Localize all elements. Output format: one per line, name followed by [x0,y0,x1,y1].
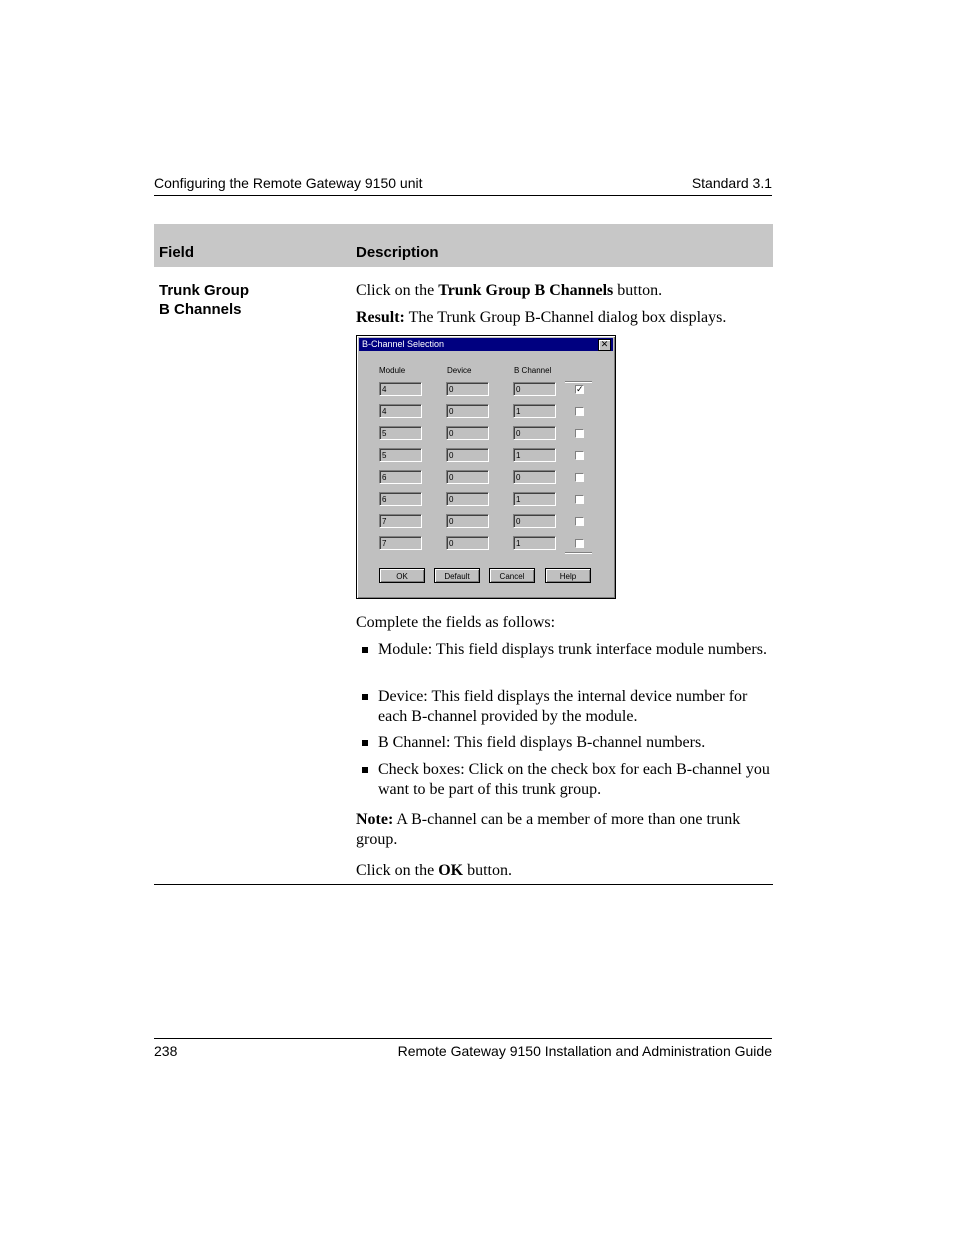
field-name-line1: Trunk Group [159,282,249,299]
running-footer [154,1038,772,1061]
bullet-device: Device: This field displays the internal device number for each B-channel provided by the module. [378,687,772,727]
bchannel-checkbox[interactable] [575,495,584,504]
bchannel-field[interactable]: 0 [513,426,556,440]
header-version: Standard 3.1 [691,175,772,191]
module-field[interactable]: 7 [379,514,422,528]
footer-title: Remote Gateway 9150 Installation and Administration Guide [397,1043,772,1059]
b-channel-selection-dialog [356,335,616,599]
default-button[interactable]: Default [434,568,480,583]
check-column-top-separator [565,381,592,383]
bullet-module: Module: This field displays trunk interface module numbers. [378,640,772,660]
result-paragraph [356,308,772,328]
field-name [159,281,249,319]
module-field[interactable]: 6 [379,470,422,484]
module-field[interactable]: 5 [379,426,422,440]
bullet-checkboxes: Check boxes: Click on the check box for each B-channel you want to be part of this trunk group. [378,760,772,800]
page-number: 238 [154,1043,178,1059]
module-field[interactable]: 7 [379,536,422,550]
bchannel-checkbox[interactable] [575,539,584,548]
running-header [154,175,772,196]
bchannel-field[interactable]: 1 [513,492,556,506]
field-name-line2: B Channels [159,301,242,318]
result-text: The Trunk Group B-Channel dialog box displays. [404,309,727,326]
ok-button[interactable]: OK [379,568,425,583]
bchannel-field[interactable]: 1 [513,448,556,462]
note-text: A B-channel can be a member of more than one trunk group. [356,811,741,848]
ok-pre: Click on the [356,862,439,879]
bchannel-field[interactable]: 1 [513,404,556,418]
instruction-paragraph [356,281,772,301]
column-module-label: Module [379,366,406,375]
bchannel-checkbox[interactable] [575,407,584,416]
ok-paragraph [356,861,772,881]
device-field[interactable]: 0 [446,426,489,440]
table-header [154,224,773,267]
column-bchannel-label: B Channel [514,366,552,375]
device-field[interactable]: 0 [446,404,489,418]
device-field[interactable]: 0 [446,448,489,462]
help-button[interactable]: Help [545,568,591,583]
ok-bold: OK [438,862,464,879]
column-description: Description [356,244,439,261]
device-field[interactable]: 0 [446,382,489,396]
module-field[interactable]: 6 [379,492,422,506]
bchannel-checkbox[interactable] [575,473,584,482]
bchannel-field[interactable]: 0 [513,514,556,528]
bchannel-field[interactable]: 0 [513,470,556,484]
column-field: Field [159,244,195,261]
dialog-title-bar [359,338,613,351]
bchannel-checkbox[interactable] [575,429,584,438]
bchannel-field[interactable]: 0 [513,382,556,396]
result-label: Result: [356,309,405,326]
module-field[interactable]: 5 [379,448,422,462]
close-icon[interactable]: ✕ [598,339,611,351]
instruction-pre: Click on the [356,282,439,299]
device-field[interactable]: 0 [446,492,489,506]
table-bottom-rule [154,884,773,885]
module-field[interactable]: 4 [379,382,422,396]
module-field[interactable]: 4 [379,404,422,418]
bchannel-field[interactable]: 1 [513,536,556,550]
device-field[interactable]: 0 [446,514,489,528]
column-device-label: Device [447,366,472,375]
note-label: Note: [356,811,394,828]
dialog-title: B-Channel Selection [362,339,445,349]
cancel-button[interactable]: Cancel [489,568,535,583]
bchannel-checkbox[interactable] [575,517,584,526]
instruction-bold: Trunk Group B Channels [438,282,614,299]
check-column-bottom-separator [565,552,592,554]
complete-paragraph: Complete the fields as follows: [356,614,556,631]
note-paragraph [356,810,772,850]
device-field[interactable]: 0 [446,536,489,550]
checkmark-icon: ✓ [576,384,584,394]
ok-post: button. [463,862,512,879]
bchannel-checkbox[interactable] [575,385,584,394]
device-field[interactable]: 0 [446,470,489,484]
header-chapter: Configuring the Remote Gateway 9150 unit [154,175,423,191]
instruction-post: button. [613,282,663,299]
bchannel-checkbox[interactable] [575,451,584,460]
bullet-bchannel: B Channel: This field displays B-channel numbers. [378,733,772,753]
